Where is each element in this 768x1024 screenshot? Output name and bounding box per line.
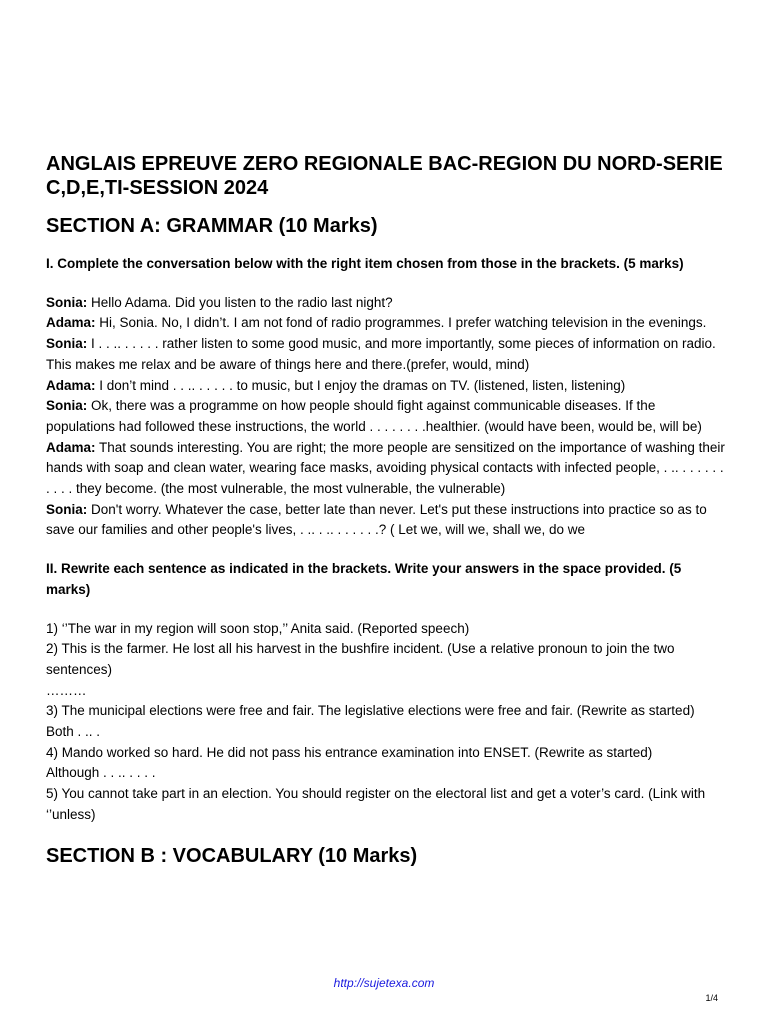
list-item: 2) This is the farmer. He lost all his harvest in the bushfire incident. (Use a relative pronoun to join the two sentences) (46, 641, 675, 677)
speaker-name: Sonia: (46, 294, 88, 310)
page-number: 1/4 (705, 993, 718, 1003)
part2-instruction: II. Rewrite each sentence as indicated in the brackets. Write your answers in the space provided. (5 marks) (46, 561, 682, 597)
dialogue-line (46, 376, 726, 397)
speaker-name: Adama: (46, 377, 96, 393)
dialogue-text: That sounds interesting. You are right; the more people are sensitized on the importance of washing their hands with soap and clean water, wearing face masks, avoiding physical contacts with infected people, . .. . . . . . . . . . . they become. (the most vulnerable, the most vulnerable, the vulnerable) (46, 439, 725, 497)
speaker-name: Sonia: (46, 398, 88, 414)
dialogue-text: Hello Adama. Did you listen to the radio last night? (87, 294, 393, 310)
list-item: 5) You cannot take part in an election. You should register on the electoral list and get a voter’s card. (Link with ‘’unless) (46, 786, 706, 822)
speaker-name: Adama: (46, 315, 96, 331)
document-page (46, 152, 726, 884)
dialogue-line (46, 313, 726, 334)
rewrite-items (46, 619, 726, 826)
answer-line: ……… (46, 682, 87, 698)
speaker-name: Adama: (46, 439, 96, 455)
conversation (46, 293, 726, 541)
dialogue-line (46, 293, 726, 314)
section-b-heading: SECTION B : VOCABULARY (10 Marks) (46, 844, 418, 867)
document-title: ANGLAIS EPREUVE ZERO REGIONALE BAC-REGION DU NORD-SERIE C,D,E,TI-SESSION 2024 (46, 153, 723, 199)
dialogue-text: I don’t mind . . .. . . . . . to music, but I enjoy the dramas on TV. (listened, listen, listening) (95, 377, 626, 393)
list-item: 3) The municipal elections were free and fair. The legislative elections were free and fair. (Rewrite as started) (46, 703, 695, 719)
list-item: 1) ‘’The war in my region will soon stop,’’ Anita said. (Reported speech) (46, 620, 470, 636)
part1-instruction: I. Complete the conversation below with the right item chosen from those in the brackets. (5 marks) (46, 256, 684, 271)
section-a-heading: SECTION A: GRAMMAR (10 Marks) (46, 215, 378, 237)
dialogue-text: Ok, there was a programme on how people should fight against communicable diseases. If the populations had followed these instructions, the world . . . . . . . .healthier. (would have been, would be, will be) (46, 398, 702, 434)
dialogue-text: I . . .. . . . . . rather listen to some good music, and more importantly, some pieces of information on radio. This makes me relax and be aware of things here and there.(prefer, would, mind) (46, 336, 716, 372)
list-item: 4) Mando worked so hard. He did not pass his entrance examination into ENSET. (Rewrite as started) (46, 744, 653, 760)
dialogue-text: Don't worry. Whatever the case, better late than never. Let's put these instructions into practice so as to save our families and other people's lives, . .. . .. . . . . . .? ( Let we, will we, shall we, do we (46, 501, 707, 538)
dialogue-line (46, 334, 726, 375)
dialogue-line (46, 500, 726, 541)
speaker-name: Sonia: (46, 501, 88, 517)
footer-link[interactable]: http://sujetexa.com (333, 976, 435, 990)
dialogue-line (46, 396, 726, 437)
dialogue-line (46, 438, 726, 500)
answer-line: Both . .. . (46, 724, 101, 740)
speaker-name: Sonia: (46, 336, 88, 352)
dialogue-text: Hi, Sonia. No, I didn’t. I am not fond of radio programmes. I prefer watching television in the evenings. (95, 315, 707, 331)
answer-line: Although . . .. . . . . (46, 765, 156, 781)
